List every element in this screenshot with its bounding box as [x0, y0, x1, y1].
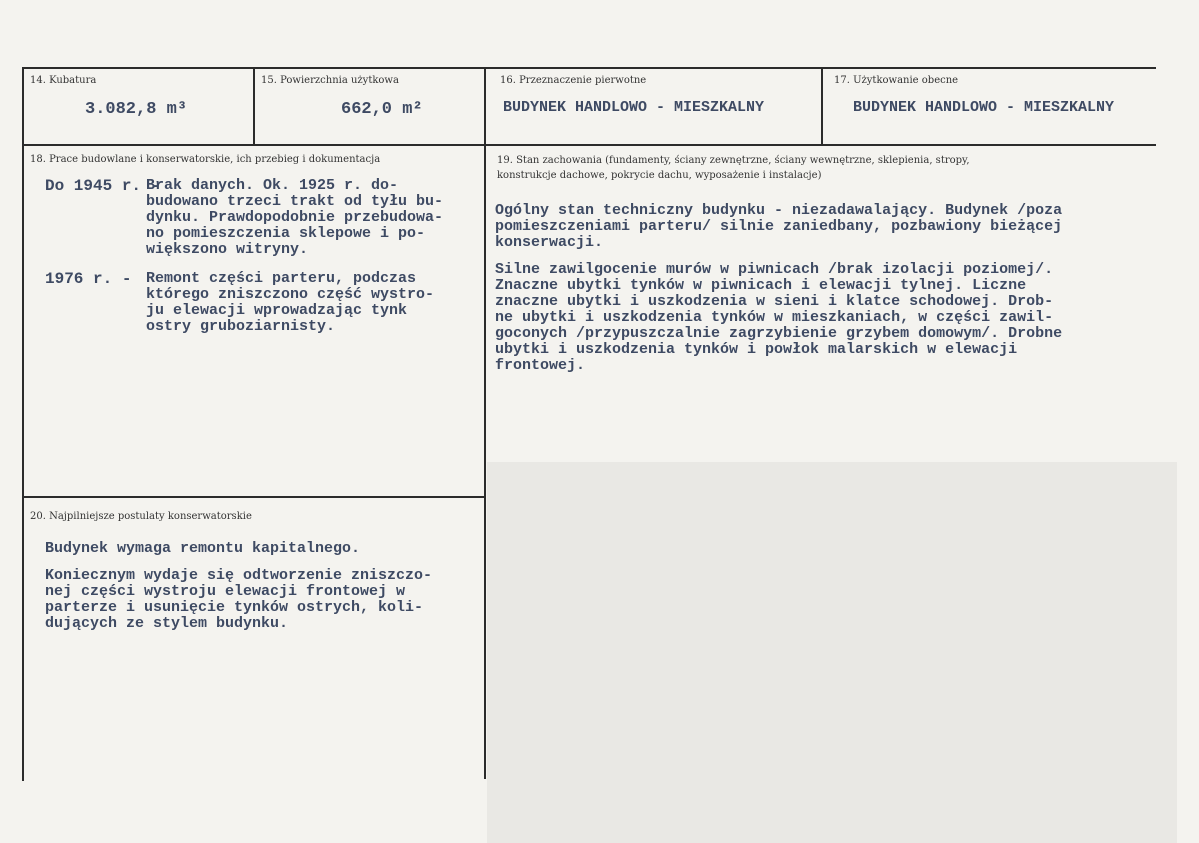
entry1-line: dynku. Prawdopodobnie przebudowa- — [146, 209, 444, 226]
entry2-line: ju elewacji wprowadzając tynk — [146, 302, 408, 319]
section20-line: dujących ze stylem budynku. — [45, 615, 289, 632]
section20-line: Budynek wymaga remontu kapitalnego. — [45, 540, 361, 557]
section20-line: nej części wystroju elewacji frontowej w — [45, 583, 406, 600]
entry2-line: ostry gruboziarnisty. — [146, 318, 336, 335]
section19-label-cont: konstrukcje dachowe, pokrycie dachu, wyposażenie i instalacje) — [497, 170, 822, 181]
section19-line: ne ubytki i uszkodzenia tynków w mieszkaniach, w części zawil- — [495, 309, 1054, 326]
section19-line: pomieszczeniami parteru/ silnie zaniedbany, pozbawiony bieżącej — [495, 218, 1063, 235]
section20-line: parterze i usunięcie tynków ostrych, koli- — [45, 599, 424, 616]
section20-paragraph2 — [45, 568, 432, 632]
entry1-line: większono witryny. — [146, 241, 309, 258]
photo-area — [487, 462, 1177, 843]
rule-row1-bottom — [22, 144, 1156, 146]
section19-line: goconych /przypuszczalnie zagrzybienie grzybem domowym/. Drobne — [495, 325, 1063, 342]
rule-col-15-16 — [484, 67, 486, 779]
uzytkowanie-label: 17. Użytkowanie obecne — [834, 75, 959, 86]
section19-line: frontowej. — [495, 357, 586, 374]
przeznaczenie-value: BUDYNEK HANDLOWO - MIESZKALNY — [503, 99, 765, 116]
section19-label: 19. Stan zachowania (fundamenty, ściany zewnętrzne, ściany wewnętrzne, sklepienia, stropy, — [497, 155, 970, 166]
entry1-text — [146, 178, 443, 258]
entry2-date: 1976 r. - — [45, 270, 132, 288]
uzytkowanie-value: BUDYNEK HANDLOWO - MIESZKALNY — [853, 99, 1115, 116]
rule-col-14-15 — [253, 67, 255, 145]
section19-line: konserwacji. — [495, 234, 604, 251]
rule-left-edge — [22, 67, 24, 781]
section18-label: 18. Prace budowlane i konserwatorskie, ich przebieg i dokumentacja — [30, 154, 381, 165]
section20-paragraph1 — [45, 541, 360, 557]
przeznaczenie-label: 16. Przeznaczenie pierwotne — [500, 75, 647, 86]
kubatura-value: 3.082,8 m³ — [85, 100, 188, 119]
entry2-line: Remont części parteru, podczas — [146, 270, 417, 287]
section19-paragraph1 — [495, 203, 1062, 251]
kubatura-label: 14. Kubatura — [30, 75, 97, 86]
entry1-line: no pomieszczenia sklepowe i po- — [146, 225, 426, 242]
section19-paragraph2 — [495, 262, 1062, 374]
rule-top — [22, 67, 1156, 69]
section20-label: 20. Najpilniejsze postulaty konserwatorskie — [30, 511, 252, 522]
rule-col-16-17 — [821, 67, 823, 145]
entry2-text — [146, 271, 434, 335]
section19-line: znaczne ubytki i uszkodzenia w sieni i klatce schodowej. Drob- — [495, 293, 1054, 310]
rule-section20-top — [22, 496, 484, 498]
entry1-date: Do 1945 r. - — [45, 177, 161, 195]
section19-line: Znaczne ubytki tynków w piwnicach i elewacji tylnej. Liczne — [495, 277, 1027, 294]
powierzchnia-value: 662,0 m² — [341, 100, 423, 119]
section20-line: Koniecznym wydaje się odtworzenie zniszczo- — [45, 567, 433, 584]
entry1-line: Brak danych. Ok. 1925 r. do- — [146, 177, 399, 194]
section19-line: Silne zawilgocenie murów w piwnicach /brak izolacji poziomej/. — [495, 261, 1054, 278]
entry1-line: budowano trzeci trakt od tyłu bu- — [146, 193, 444, 210]
section19-line: Ogólny stan techniczny budynku - niezadawalający. Budynek /poza — [495, 202, 1063, 219]
section19-line: ubytki i uszkodzenia tynków i powłok malarskich w elewacji — [495, 341, 1018, 358]
entry2-line: którego zniszczono część wystro- — [146, 286, 435, 303]
powierzchnia-label: 15. Powierzchnia użytkowa — [261, 75, 399, 86]
